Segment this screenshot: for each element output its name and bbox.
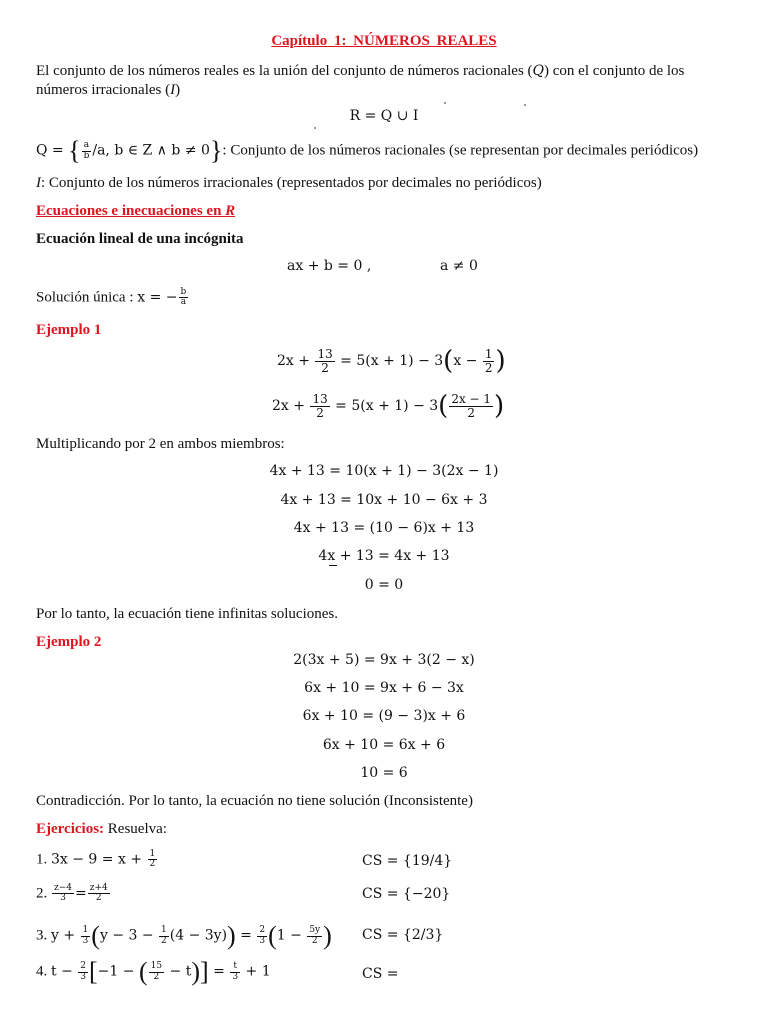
example-1-step-5: 0 = 0 (364, 577, 404, 593)
example-1-step-4: 4x + 13 = 4x + 13 (318, 548, 450, 564)
fraction-1-3: $\frac{1}{3}$ (82, 925, 89, 946)
cancel-mark (329, 565, 337, 566)
example-1-step-2: 4x + 13 = 10x + 10 − 6x + 3 (280, 492, 488, 508)
q-definition: Q = { $\frac{a}{b}$ /a, b ∈ Z ∧ b ≠ 0}: Conjunto de los números racionales (se representan por decimales periódicos) (36, 136, 699, 165)
example-1-conclusion: Por lo tanto, la ecuación tiene infinitas soluciones. (36, 606, 339, 622)
scan-dot (314, 127, 316, 129)
fraction-15-2: $\frac{15}{2}$ (150, 961, 163, 982)
set-equation: R = Q ∪ I (349, 108, 419, 124)
example-1-step-3: 4x + 13 = (10 − 6)x + 13 (293, 520, 475, 536)
fraction-1-2: $\frac{1}{2}$ (161, 925, 167, 946)
fraction-a-b: $\frac{a}{b}$ (83, 140, 90, 161)
fraction-13-2: $\frac{13}{2}$ (317, 346, 333, 375)
example-2-step-3: 6x + 10 = (9 − 3)x + 6 (302, 708, 466, 724)
left-brace: { (68, 136, 81, 165)
fraction-1-2: $\frac{1}{2}$ (149, 849, 156, 870)
chapter-title: Capítulo 1: NÚMEROS REALES (271, 33, 497, 49)
linear-equation: ax + b = 0 , (287, 258, 372, 274)
example-2-conclusion: Contradicción. Por lo tanto, la ecuación no tiene solución (Inconsistente) (36, 793, 473, 809)
fraction-1-2: $\frac{1}{2}$ (484, 346, 493, 375)
section-heading: Ecuaciones e inecuaciones en R (36, 203, 236, 219)
exercises-heading: Ejercicios: Resuelva: (36, 821, 167, 837)
fraction-z-minus-4-over-3: $\frac{z-4}{3}$ (54, 883, 73, 904)
fraction-13-2: $\frac{13}{2}$ (312, 391, 328, 420)
example-2-step-5: 10 = 6 (360, 765, 408, 781)
exercise-1: 1. 3x − 9 = x + $\frac{1}{2}$ (36, 849, 156, 870)
intro-line-2: números irracionales (I) (36, 82, 181, 98)
fraction-2-3: $\frac{2}{3}$ (80, 961, 86, 982)
linear-condition: a ≠ 0 (440, 258, 478, 274)
scan-dot (524, 104, 526, 106)
exercise-2: 2. $\frac{z-4}{3}$ = $\frac{z+4}{2}$ (36, 883, 108, 904)
exercise-1-answer: CS = {19/4} (362, 853, 453, 869)
intro-line-1: El conjunto de los números reales es la unión del conjunto de números racionales (Q) con el conjunto de los (36, 63, 685, 79)
exercise-3-answer: CS = {2/3} (362, 927, 444, 943)
i-definition: I: Conjunto de los números irracionales (representados por decimales no periódicos) (36, 175, 542, 191)
exercise-3: 3. y + $\frac{1}{3}$ (y − 3 − $\frac{1}{2}$ (4 − 3y)) = $\frac{2}{3}$ (1 − $\frac{5y}{2}$ ) (36, 921, 332, 950)
example-2-step-4: 6x + 10 = 6x + 6 (322, 737, 446, 753)
linear-heading: Ecuación lineal de una incógnita (36, 231, 244, 247)
unique-solution: Solución única : x = − $\frac{b}{a}$ (36, 287, 187, 308)
multiply-note: Multiplicando por 2 en ambos miembros: (36, 436, 285, 452)
fraction-2x-1-over-2: $\frac{2x - 1}{2}$ (451, 391, 492, 420)
fraction-2-3: $\frac{2}{3}$ (259, 925, 266, 946)
exercise-4: 4. t − $\frac{2}{3}$ [−1 − ( $\frac{15}{2}$ − t)] = $\frac{t}{3}$ + 1 (36, 957, 271, 986)
example-1-label: Ejemplo 1 (36, 322, 102, 338)
right-brace: } (209, 136, 223, 165)
example-2-step-2: 6x + 10 = 9x + 6 − 3x (304, 680, 464, 696)
example-2-step-1: 2(3x + 5) = 9x + 3(2 − x) (293, 652, 475, 668)
example-1-line-1: 2x + $\frac{13}{2}$ = 5(x + 1) − 3(x − $\frac{1}{2}$ ) (277, 346, 506, 376)
fraction-t-3: $\frac{t}{3}$ (232, 961, 239, 982)
fraction-b-a: $\frac{b}{a}$ (180, 287, 187, 308)
fraction-5y-2: $\frac{5y}{2}$ (309, 925, 321, 946)
example-1-line-2: 2x + $\frac{13}{2}$ = 5(x + 1) − 3( $\frac{2x - 1}{2}$ ) (272, 391, 505, 421)
fraction-z-plus-4-over-2: $\frac{z+4}{2}$ (89, 883, 108, 904)
scan-dot (444, 102, 446, 104)
example-1-step-1: 4x + 13 = 10(x + 1) − 3(2x − 1) (269, 463, 499, 479)
exercise-2-answer: CS = {−20} (362, 886, 451, 902)
example-2-label: Ejemplo 2 (36, 634, 102, 650)
exercise-4-answer: CS = (362, 966, 399, 982)
